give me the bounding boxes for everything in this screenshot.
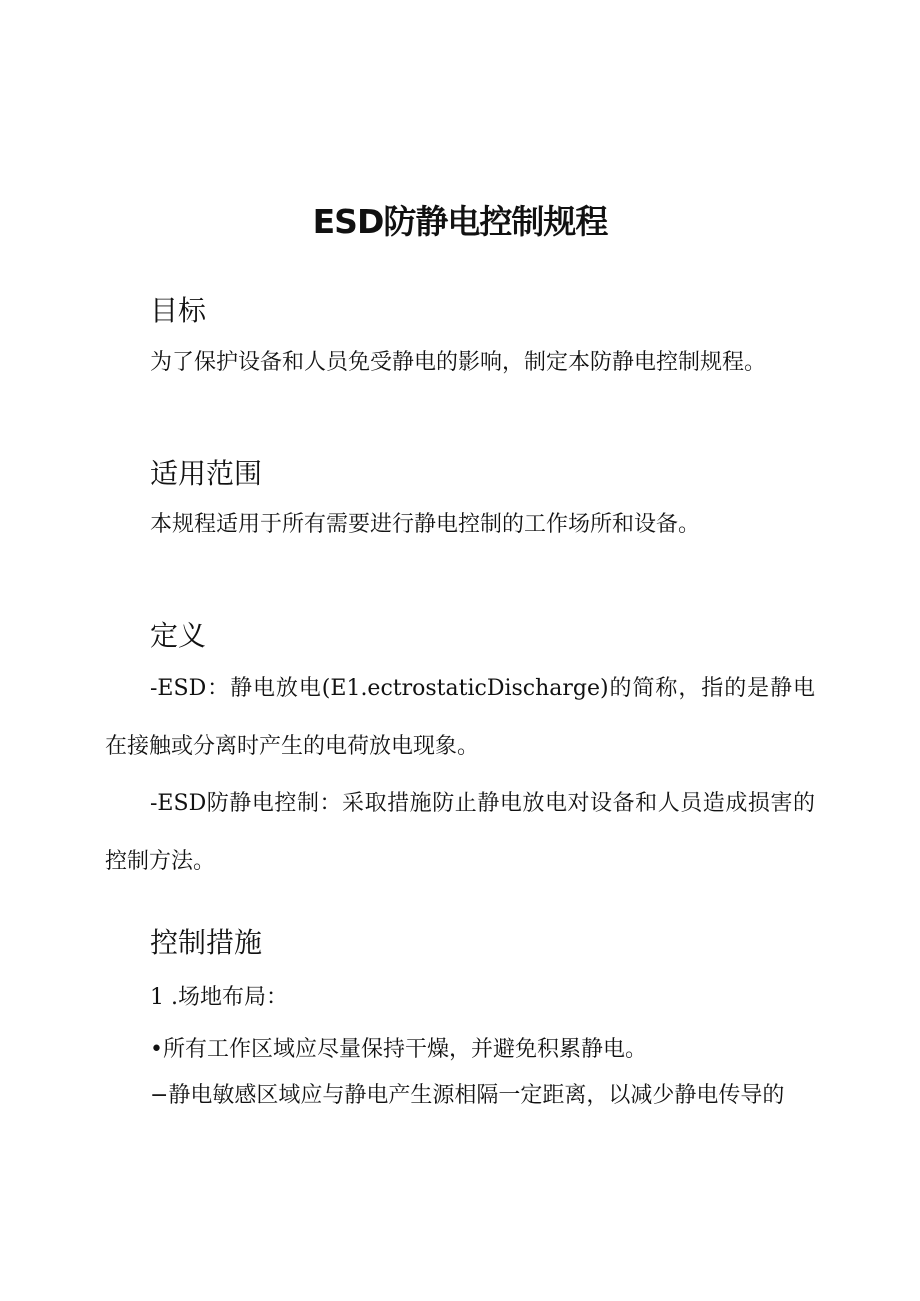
definition-esd: -ESD：静电放电(E1.ectrostaticDischarge)的简称，指的是静电在接触或分离时产生的电荷放电现象。: [105, 676, 815, 759]
scope-text: 本规程适用于所有需要进行静电控制的工作场所和设备。: [150, 512, 701, 537]
section-heading-definitions: 定义: [150, 619, 207, 652]
section-heading-goal: 目标: [150, 294, 207, 327]
document-title: ESD防静电控制规程: [312, 202, 608, 242]
measure-item-distance: −静电敏感区域应与静电产生源相隔一定距离，以减少静电传导的: [150, 1083, 785, 1108]
section-heading-measures: 控制措施: [150, 926, 263, 959]
measure-item-dry: •所有工作区域应尽量保持干燥，并避免积累静电。: [150, 1037, 647, 1062]
goal-text: 为了保护设备和人员免受静电的影响，制定本防静电控制规程。: [150, 350, 767, 375]
definition-esd-control: -ESD防静电控制：采取措施防止静电放电对设备和人员造成损害的控制方法。: [105, 791, 815, 874]
measures-subheading-site-layout: 1 .场地布局：: [150, 985, 288, 1010]
section-heading-scope: 适用范围: [150, 457, 263, 490]
